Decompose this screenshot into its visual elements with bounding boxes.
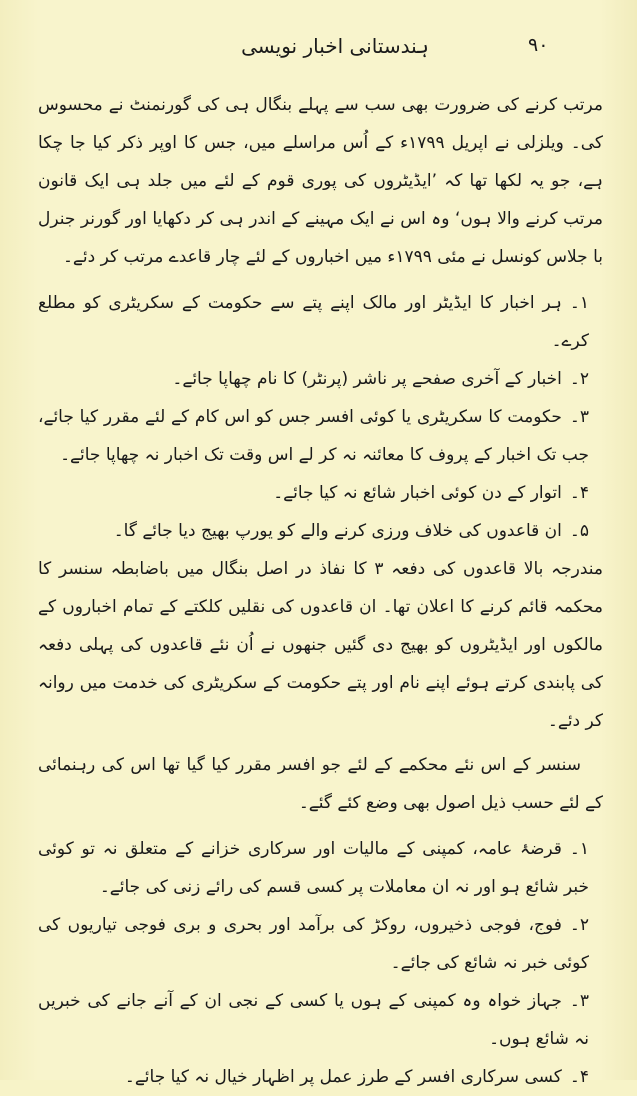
list-item — [38, 830, 603, 906]
list-text: اتوار کے دن کوئی اخبار شائع نہ کیا جائے۔ — [273, 483, 562, 503]
running-title: ہندستانی اخبار نویسی — [241, 34, 429, 58]
page-number: ۹۰ — [528, 34, 549, 56]
list-number: ۳۔ — [569, 407, 589, 427]
paragraph: سنسر کے اس نئے محکمے کے لئے جو افسر مقرر کیا گیا تھا اس کی رہنمائی کے لئے حسب ذیل اصول بھی وضع کئے گئے۔ — [38, 755, 603, 813]
list-item — [38, 1058, 603, 1096]
rules-list-censor — [38, 830, 603, 1096]
page-header — [40, 34, 597, 68]
list-text: حکومت کا سکریٹری یا کوئی افسر جس کو اس کام کے لئے مقرر کیا جائے، جب تک اخبار کے پروف کا معائنہ نہ کر لے اس وقت تک اخبار نہ چھاپا جائے۔ — [38, 407, 589, 465]
list-number: ۳۔ — [569, 991, 589, 1011]
list-item — [38, 906, 603, 982]
list-item — [38, 284, 603, 360]
page-body — [38, 86, 603, 1096]
paragraph: مندرجہ بالا قاعدوں کی دفعہ ۳ کا نفاذ در اصل بنگال میں باضابطہ سنسر کا محکمہ قائم کرنے کا اعلان تھا۔ ان قاعدوں کی نقلیں کلکتے کے تمام اخباروں کے مالکوں اور ایڈیٹروں کو بھیج دی گئیں جنھوں نے اُن نئے قاعدوں کی پہلی دفعہ کی پابندی کرتے ہوئے اپنے نام اور پتے حکومت کے سکریٹری کی خدمت میں روانہ کر دئے۔ — [38, 559, 603, 731]
list-item — [38, 982, 603, 1058]
list-text: ان قاعدوں کی خلاف ورزی کرنے والے کو یورپ بھیج دیا جائے گا۔ — [113, 521, 562, 541]
list-item — [38, 360, 603, 398]
list-text: ہر اخبار کا ایڈیٹر اور مالک اپنے پتے سے حکومت کے سکریٹری کو مطلع کرے۔ — [38, 293, 589, 351]
list-text: قرضۂ عامہ، کمپنی کے مالیات اور سرکاری خزانے کے متعلق نہ تو کوئی خبر شائع ہو اور نہ ان معاملات پر کسی قسم کی رائے زنی کی جائے۔ — [38, 839, 589, 897]
list-number: ۴۔ — [569, 1067, 589, 1087]
list-text: جہاز خواہ وہ کمپنی کے ہوں یا کسی کے نجی ان کے آنے جانے کی خبریں نہ شائع ہوں۔ — [38, 991, 589, 1049]
list-number: ۱۔ — [569, 293, 589, 313]
list-item — [38, 398, 603, 474]
list-number: ۴۔ — [569, 483, 589, 503]
rules-list-press — [38, 284, 603, 550]
list-item — [38, 512, 603, 550]
list-item — [38, 474, 603, 512]
list-number: ۵۔ — [569, 521, 589, 541]
list-number: ۲۔ — [569, 915, 589, 935]
list-number: ۲۔ — [569, 369, 589, 389]
list-text: فوج، فوجی ذخیروں، روکڑ کی برآمد اور بحری و بری فوجی تیاریوں کی کوئی خبر نہ شائع کی جائے۔ — [38, 915, 589, 973]
paragraph: مرتب کرنے کی ضرورت بھی سب سے پہلے بنگال ہی کی گورنمنٹ نے محسوس کی۔ ویلزلی نے اپریل ۱۷۹۹ء کے اُس مراسلے میں، جس کا اوپر ذکر کیا جا چکا ہے، جو یہ لکھا تھا کہ ’ایڈیٹروں کی پوری قوم کے لئے میں جلد ہی ایک قانون مرتب کرنے والا ہوں‘ وہ اس نے ایک مہینے کے اندر ہی کر دکھایا اور گورنر جنرل با جلاس کونسل نے مئی ۱۷۹۹ء میں اخباروں کے لئے چار قاعدے مرتب کر دئے۔ — [38, 95, 603, 267]
list-text: کسی سرکاری افسر کے طرز عمل پر اظہار خیال نہ کیا جائے۔ — [124, 1067, 562, 1087]
list-number: ۱۔ — [569, 839, 589, 859]
list-text: اخبار کے آخری صفحے پر ناشر (پرنٹر) کا نام چھاپا جائے۔ — [172, 369, 562, 389]
